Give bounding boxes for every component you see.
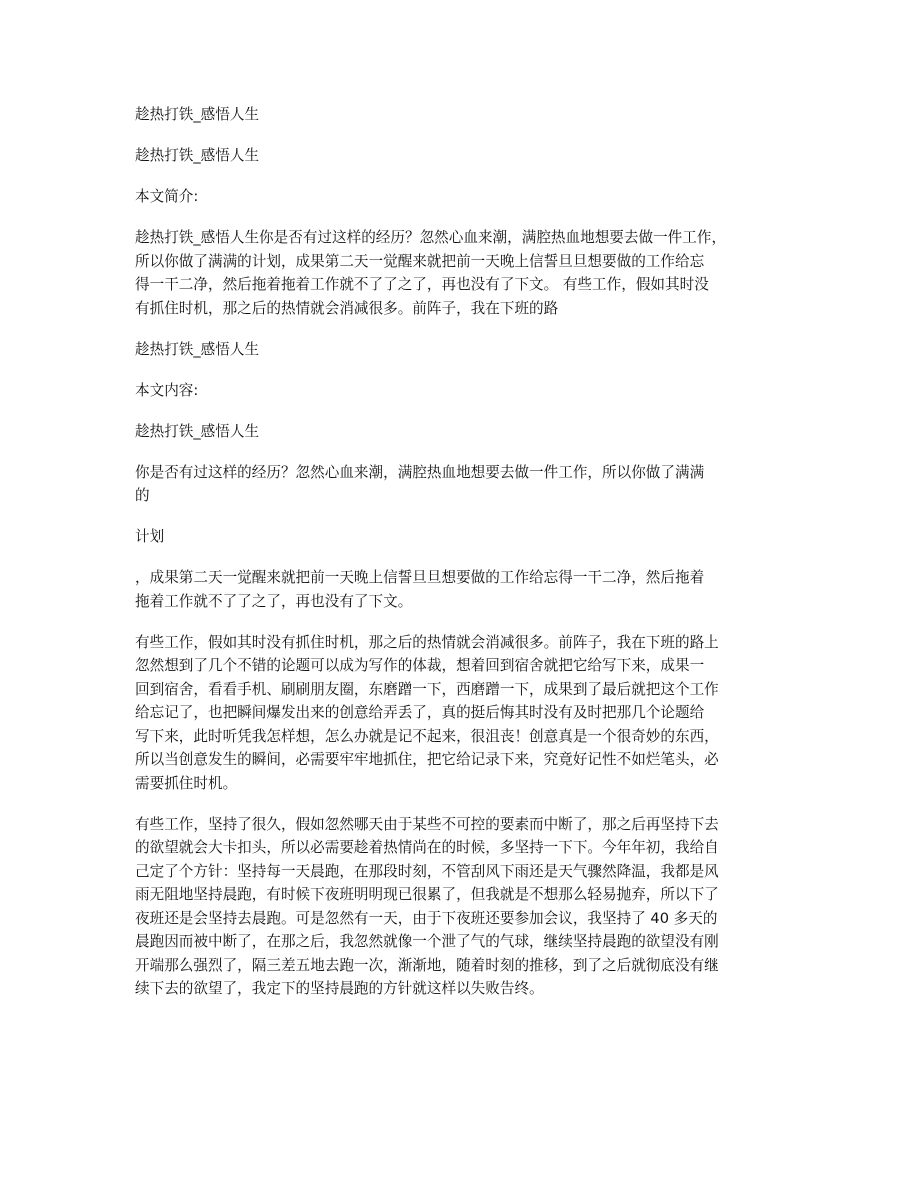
paragraph-line: 你是否有过这样的经历？忽然心血来潮，满腔热血地想要去做一件工作，所以你做了满满 bbox=[135, 463, 705, 481]
paragraph-line: 雨无阻地坚持晨跑，有时候下夜班明明现已很累了，但我就是不想那么轻易抛弃，所以下了 bbox=[135, 886, 719, 903]
summary-line: 有抓住时机，那之后的热情就会消减很多。前阵子，我在下班的路 bbox=[135, 299, 559, 317]
summary-line: 趁热打铁_感悟人生你是否有过这样的经历？忽然心血来潮，满腔热血地想要去做一件工作， bbox=[135, 229, 727, 246]
paragraph-line: 所以当创意发生的瞬间，必需要牢牢地抓住，把它给记录下来，究竟好记性不如烂笔头，必 bbox=[135, 751, 719, 768]
paragraph-line: 续下去的欲望了，我定下的坚持晨跑的方针就这样以失败告终。 bbox=[135, 980, 544, 997]
paragraph-line: 的 bbox=[135, 487, 150, 504]
paragraph-line: 开端那么强烈了，隔三差五地去跑一次，渐渐地，随着时刻的推移，到了之后就彻底没有继 bbox=[135, 956, 719, 974]
content-label: 本文内容: bbox=[135, 381, 199, 399]
body-paragraph bbox=[135, 631, 787, 796]
paragraph-line: 给忘记了，也把瞬间爆发出来的创意给弄丢了，真的挺后悔其时没有及时把那几个论题给 bbox=[135, 704, 705, 721]
paragraph-line: 的欲望就会大卡扣头，所以必需要趁着热情尚在的时候，多坚持一下下。今年年初，我给自 bbox=[135, 839, 719, 856]
paragraph-line: 有些工作，假如其时没有抓住时机，那之后的热情就会消减很多。前阵子，我在下班的路上 bbox=[135, 633, 719, 651]
summary-line: 得一干二净，然后拖着拖着工作就不了了之了，再也没有了下文。 有些工作，假如其时没 bbox=[135, 276, 709, 293]
section-title: 趁热打铁_感悟人生 bbox=[135, 340, 260, 358]
paragraph-line: 计划 bbox=[135, 528, 165, 545]
document-page bbox=[135, 103, 787, 1018]
paragraph-line: 晨跑因而被中断了，在那之后，我忽然就像一个泄了气的气球，继续坚持晨跑的欲望没有刚 bbox=[135, 933, 719, 950]
summary-label: 本文简介: bbox=[135, 188, 199, 205]
body-paragraph bbox=[135, 525, 787, 549]
summary-line: 所以你做了满满的计划，成果第二天一觉醒来就把前一天晚上信誓旦旦想要做的工作给忘 bbox=[135, 252, 705, 270]
summary-paragraph bbox=[135, 226, 787, 320]
paragraph-line: 有些工作，坚持了很久，假如忽然哪天由于某些不可控的要素而中断了，那之后再坚持下去 bbox=[135, 815, 719, 833]
paragraph-line: 写下来，此时听凭我怎样想，怎么办就是记不起来，很沮丧！创意真是一个很奇妙的东西， bbox=[135, 727, 719, 745]
paragraph-line: 回到宿舍，看看手机、刷刷朋友圈，东磨蹭一下，西磨蹭一下，成果到了最后就把这个工作 bbox=[135, 680, 719, 698]
paragraph-line: 己定了个方针：坚持每一天晨跑，在那段时刻，不管刮风下雨还是天气骤然降温，我都是风 bbox=[135, 862, 719, 880]
paragraph-line: ，成果第二天一觉醒来就把前一天晚上信誓旦旦想要做的工作给忘得一干二净，然后拖着 bbox=[135, 569, 705, 586]
document-title: 趁热打铁_感悟人生 bbox=[135, 106, 260, 123]
body-paragraph bbox=[135, 566, 787, 613]
paragraph-line: 拖着工作就不了了之了，再也没有了下文。 bbox=[135, 592, 413, 610]
paragraph-line: 夜班还是会坚持去晨跑。可是忽然有一天，由于下夜班还要参加会议，我坚持了 40 多天的 bbox=[135, 909, 718, 927]
body-paragraph bbox=[135, 461, 787, 508]
paragraph-line: 需要抓住时机。 bbox=[135, 774, 238, 792]
body-paragraph bbox=[135, 813, 787, 1001]
article-title: 趁热打铁_感悟人生 bbox=[135, 422, 260, 440]
document-title-repeat: 趁热打铁_感悟人生 bbox=[135, 147, 260, 164]
paragraph-line: 忽然想到了几个不错的论题可以成为写作的体裁，想着回到宿舍就把它给写下来，成果一 bbox=[135, 657, 705, 674]
